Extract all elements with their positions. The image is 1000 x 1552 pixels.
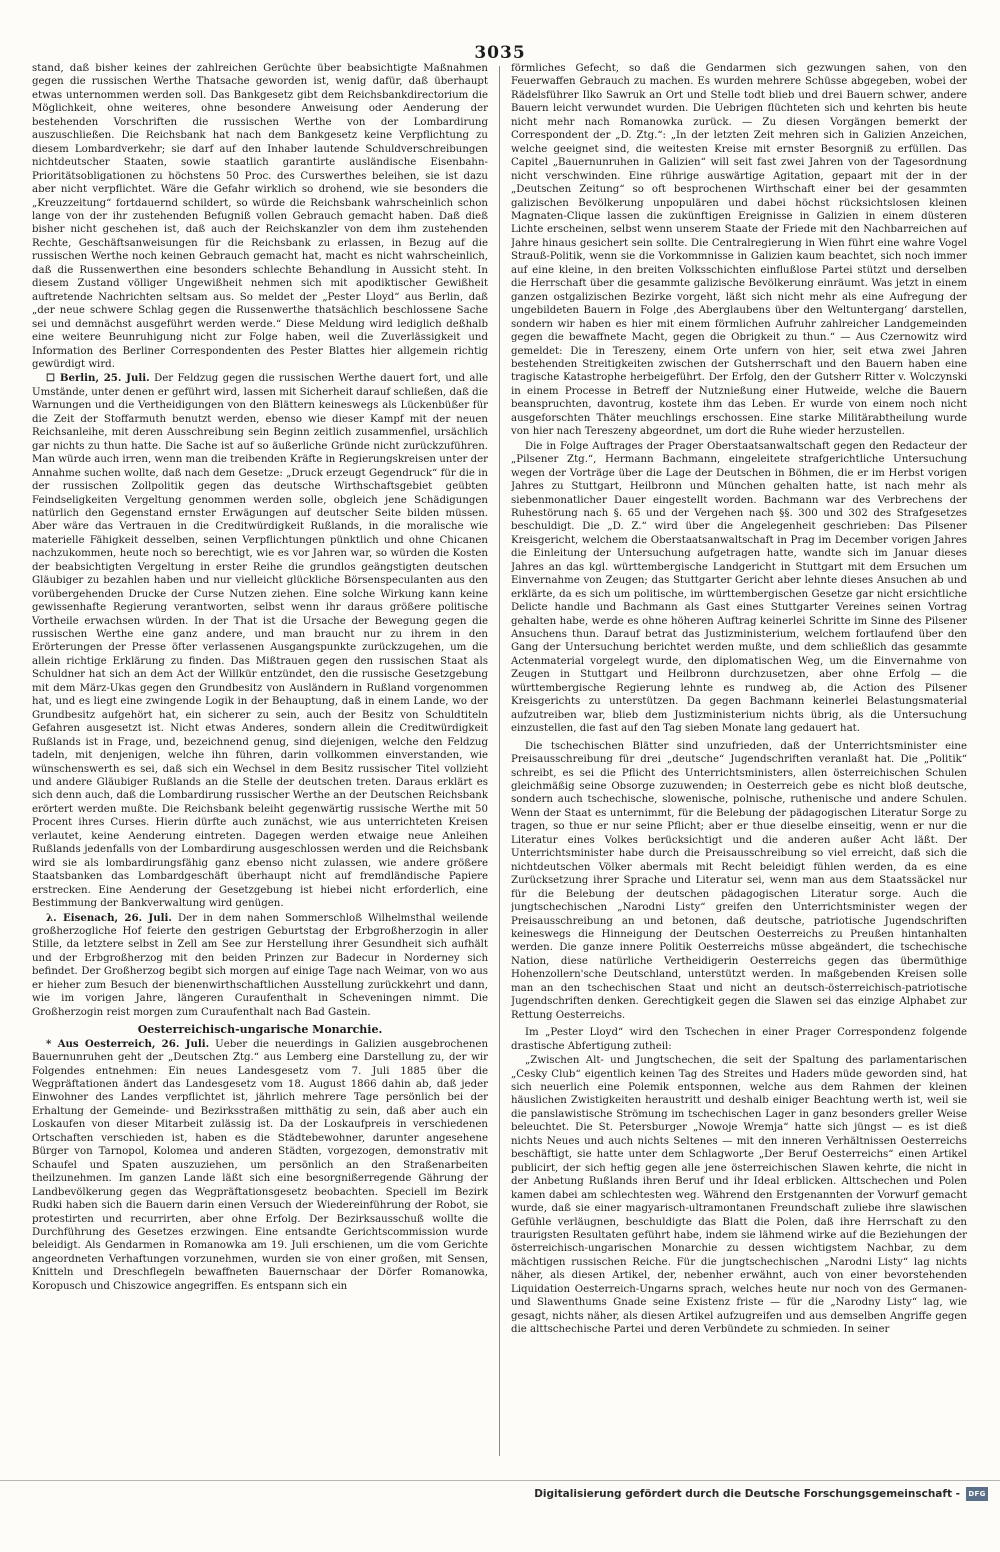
- digitization-footer: [534, 1485, 988, 1503]
- paragraph-text: Der in dem nahen Sommerschloß Wilhelmsthal weilende großherzogliche Hof feierte den gestrigen Geburtstag der Erbgroßherzogin in aller Stille, da letztere selbst in Zell am See zur Herstellung ihrer Gesundheit sich aufhält und der Erbgroßherzog mit den beiden Prinzen zur Badecur in Norderney sich befindet. Der Großherzog begibt sich morgen auf einige Tage nach Weimar, von wo aus er hieher zum Besuch der bienenwirthschaftlichen Ausstellung zurückkehrt und dann, wie im vorigen Jahre, längeren Curaufenthalt in Scheveningen nimmt. Die Großherzogin reist morgen zum Curaufenthalt nach Bad Gastein.: [32, 912, 488, 1018]
- dfg-logo: DFG: [966, 1487, 988, 1501]
- left-column: [32, 62, 488, 1458]
- page-number: 3035: [474, 43, 526, 63]
- article-paragraph: [511, 1054, 967, 1337]
- article-paragraph: [511, 1026, 967, 1053]
- section-heading: Oesterreichisch-ungarische Monarchie.: [137, 1023, 383, 1037]
- paragraph-text: Der Feldzug gegen die russischen Werthe dauert fort, und alle Umstände, unter denen er geführt wird, lassen mit Sicherheit darauf schließen, daß die Warnungen und die Vertheidigungen von den Blättern keineswegs als Lückenbüßer für die Zeit der Stoffarmuth benutzt werden, ebenso wie dieser Kampf mit der neuen Reichsanleihe, mit deren Ausschreibung sein Beginn zeitlich zusammenfiel, ursächlich gar nichts zu thun hatte. Die Sache ist auf so äußerliche Gründe nicht zurückzuführen. Man würde auch irren, wenn man die treibenden Kräfte in Regierungskreisen unter der Annahme suchen wollte, daß nach dem Gesetze: „Druck erzeugt Gegendruck“ für die in der russischen Zollpolitik gegen das deutsche Wirthschaftsgebiet geübten Feindseligkeiten Vergeltung genommen werden solle, obgleich jene Schädigungen natürlich den Gegenstand ernster Erwägungen auf deutscher Seite bilden müssen. Aber wäre das Vertrauen in die Creditwürdigkeit Rußlands, in die moralische wie materielle Fähigkeit desselben, seinen Verpflichtungen pünktlich und ohne Chicanen nachzukommen, heute noch so berechtigt, wie es vor Jahren war, so würden die Kosten der beabsichtigten Vergeltung in erster Reihe die grundlos geängstigten deutschen Gläubiger zu bezahlen haben und nur vielleicht glückliche Börsenspeculanten aus den vorübergehenden Drucke der Curse Nutzen ziehen. Eine solche Wirkung kann keine gewissenhafte Regierung verantworten, selbst wenn ihr daraus größere politische Vortheile erwachsen würden. In der That ist die Ursache der Bewegung gegen die russischen Werthe eine ganz andere, und man braucht nur zu ihrem in den Erörterungen der Presse öfter verlassenen Ausgangspunkte zurückzugehen, um die allein richtige Erklärung zu finden. Das Mißtrauen gegen den russischen Staat als Schuldner hat sich an dem Act der Willkür entzündet, den die russische Gesetzgebung mit dem März-Ukas gegen den Grundbesitz von Ausländern in Rußland vorgenommen hat, und es liegt eine zwingende Logik in der Behauptung, daß in einem Lande, wo der Grundbesitz aufgehört hat, ein sicherer zu sein, auch der Besitz von Schuldtiteln Gefahren ausgesetzt ist. Nicht etwas Anderes, sondern allein die Creditwürdigkeit Rußlands ist in Frage, und, bezeichnend genug, sind diejenigen, welche den Feldzug tadeln, mit denjenigen, welche ihn führen, darin vollkommen einverstanden, wie wünschenswerth es sei, daß sich ein Wechsel in dem Besitz russischer Titel vollzieht und andere Gläubiger Rußlands an die Stelle der deutschen treten. Daraus erklärt es sich denn auch, daß die Lombardirung russischer Werthe an der Deutschen Reichsbank erörtert werden mußte. Die Reichsbank beleiht gegenwärtig russische Werthe mit 50 Procent ihres Curses. Hierin dürfte auch zunächst, wie aus unterrichteten Kreisen verlautet, keine Aenderung eintreten. Dagegen werden etwaige neue Anleihen Rußlands jedenfalls von der Lombardirung ausgeschlossen werden und die Reichsbank wird sie als lombardirungsfähig ganz ebenso nicht zulassen, wie andere größere Staatsbanken das Lombardgeschäft überhaupt nicht auf fremdländische Papiere erstrecken. Eine Aenderung der Gesetzgebung ist hiebei nicht erforderlich, eine Bestimmung der Bankverwaltung wird genügen.: [32, 373, 488, 910]
- footer-credit-text: Digitalisierung gefördert durch die Deutsche Forschungsgemeinschaft -: [534, 1488, 960, 1500]
- paragraph-text: „Zwischen Alt- und Jungtschechen, die seit der Spaltung des parlamentarischen „Cesky Club“ eigentlich keinen Tag des Streites und Haders müde geworden sind, hat sich neuerlich eine Polemik entsponnen, welche aus dem Rahmen der kleinen häuslichen Zwistigkeiten heraustritt und deshalb einiger Beachtung werth ist, weil sie die panslawistische Strömung im tschechischen Lager in ganz besonders greller Weise beleuchtet. Die St. Petersburger „Nowoje Wremja“ hatte sich jüngst — es ist dieß nichts Neues und auch nichts Seltenes — mit den inneren Verhältnissen Oesterreichs beschäftigt, sie hatte unter dem Schlagworte „Der Beruf Oesterreichs“ einen Artikel publicirt, der sich heftig gegen alle jene österreichischen Slawen kehrte, die nicht in der Anbetung Rußlands ihren Beruf und ihr Ideal erblicken. Alttschechen und Polen kamen dabei am schlechtesten weg. Während den Erstgenannten der Vorwurf gemacht wurde, daß sie einer magyarisch-ultramontanen Freundschaft zuliebe ihre slawischen Gefühle verläugnen, beschuldigte das Blatt die Polen, daß ihre Herrschaft zu den traurigsten Resultaten geführt habe, indem sie lähmend wirke auf die Beziehungen der österreichisch-ungarischen Monarchie zu dessen wichtigstem Nachbar, zu dem mächtigen russischen Reiche. Für die jungtschechischen „Narodni Listy“ lag nichts näher, als diesen Artikel, der, nebenher erwähnt, auch von einer bevorstehenden Liquidation Oesterreich-Ungarns sprach, welches heute nur noch von des Germanen- und Slawenthums Gnade seine Existenz friste — für die „Narodny Listy“ lag, wie gesagt, nichts näher, als diesen Artikel aufzugreifen und aus demselben Angriffe gegen die alttschechische Partei und deren Verbündete zu schmieden. In seiner: [511, 1055, 967, 1336]
- article-paragraph: [32, 372, 488, 910]
- dateline: λ. Eisenach, 26. Juli.: [46, 911, 172, 924]
- right-column: [511, 62, 967, 1458]
- paragraph-text: förmliches Gefecht, so daß die Gendarmen sich gezwungen sahen, von den Feuerwaffen Gebrauch zu machen. Es wurden mehrere Schüsse abgegeben, wobei der Rädelsführer Ilko Sawruk an Ort und Stelle todt blieb und drei Bauern schwer, andere Bauern leicht verwundet wurden. Die Uebrigen flüchteten sich und kehrten bis heute nicht mehr nach Romanowka zurück. — Zu diesen Vorgängen bemerkt der Correspondent der „D. Ztg.“: „In der letzten Zeit mehren sich in Galizien Anzeichen, welche geeignet sind, die weitesten Kreise mit ernster Besorgniß zu erfüllen. Das Capitel „Bauernunruhen in Galizien“ will seit fast zwei Jahren von der Tagesordnung nicht verschwinden. Eine rührige auswärtige Agitation, gepaart mit der in der „Deutschen Zeitung“ so oft besprochenen Wirthschaft einer bei der gesammten galizischen Bevölkerung unpopulären und dabei höchst rücksichtslosen kleinen Magnaten-Clique lassen die zukünftigen Ereignisse in Galizien in einem düsteren Lichte erscheinen, selbst wenn unserem Staate der Friede mit den Nachbarreichen auf Jahre hinaus gesichert sein sollte. Die Centralregierung in Wien führt eine wahre Vogel Strauß-Politik, wenn sie die Vorkommnisse in Galizien kaum beachtet, sich noch immer auf eine kleine, in den breiten Volksschichten einflußlose Partei stützt und derselben die Herrschaft über die gesammte galizische Bevölkerung einräumt. Was jetzt in einem ganzen ostgalizischen Bezirke vorgeht, läßt sich nicht mehr als eine Aufregung der ungebildeten Bauern in Folge ‚des Aberglaubens über den Weltuntergang‘ darstellen, sondern wir haben es hier mit einem förmlichen Aufruhr zahlreicher Landgemeinden gegen die bewaffnete Macht, gegen die Obrigkeit zu thun.“ — Aus Czernowitz wird gemeldet: Die in Tereszeny, einem Orte unfern von hier, seit etwa zwei Jahren bestehenden Streitigkeiten zwischen der Gutsherrschaft und den Bauern haben eine tragische Katastrophe herbeigeführt. Der Erfolg, den der Gutsherr Ritter v. Wolczynski in einem Processe in Betreff der Nutznießung einer Hutweide, welche die Bauern beanspruchten, davontrug, kostete ihm das Leben. Er wurde von einem noch nicht ausgeforschten Thäter meuchlings erschossen. Eine starke Militärabtheilung wurde von hier nach Tereszeny abgeordnet, um dort die Ruhe wieder herzustellen.: [511, 63, 967, 438]
- article-paragraph: [511, 740, 967, 1023]
- paragraph-text: Ueber die neuerdings in Galizien ausgebrochenen Bauernunruhen geht der „Deutschen Ztg.“ aus Lemberg eine Darstellung zu, der wir Folgendes entnehmen: Ein neues Landesgesetz vom 7. Juli 1885 über die Wegpräftationen ändert das Landesgesetz vom 18. August 1866 dahin ab, daß jeder Einwohner des Landes verpflichtet ist, jährlich mehrere Tage persönlich bei der Erhaltung der Gemeinde- und Bezirksstraßen mitthätig zu sein, daß aber auch ein Loskaufen von dieser Mitarbeit zulässig ist. Da der Loskaufpreis in verschiedenen Ortschaften verschieden ist, haben es die Städtebewohner, darunter angesehene Bürger von Tarnopol, Kolomea und anderen Städten, vorgezogen, demonstrativ mit Schaufel und Spaten auszuziehen, um persönlich an den Straßenarbeiten theilzunehmen. Im ganzen Lande läßt sich eine besorgnißerregende Gährung der Landbevölkerung gegen das Wegpräftationsgesetz beobachten. Speciell im Bezirk Rudki haben sich die Bauern darin einen Versuch der Wiedereinführung der Robot, sie protestirten und recurrirten, aber ohne Erfolg. Der Bezirksausschuß wollte die Durchführung des Gesetzes erzwingen. Eine entsandte Gerichtscommission wurde beleidigt. Als Gendarmen in Romanowka am 19. Juli erschienen, um die vom Gerichte angeordneten Verhaftungen vorzunehmen, wurden sie von einer großen, mit Sensen, Knitteln und Dreschflegeln bewaffneten Bauernschaar der Dörfer Romanowka, Koropusch und Chiszowice angegriffen. Es entspann sich ein: [32, 1038, 488, 1292]
- article-paragraph: [511, 62, 967, 439]
- dateline: * Aus Oesterreich, 26. Juli.: [46, 1037, 210, 1050]
- paragraph-text: Die in Folge Auftrages der Prager Oberstaatsanwaltschaft gegen den Redacteur der „Pilsener Ztg.“, Hermann Bachmann, eingeleitete strafgerichtliche Untersuchung wegen der Vorträge über die Lage der Deutschen in Böhmen, die er im Herbst vorigen Jahres zu Stuttgart, Heilbronn und München gehalten hatte, ist nach mehr als siebenmonatlicher Dauer eingestellt worden. Bachmann war des Verbrechens der Ruhestörung nach §. 65 und der Vergehen nach §§. 300 und 302 des Strafgesetzes beschuldigt. Die „D. Z.“ wird über die Angelegenheit geschrieben: Das Pilsener Kreisgericht, welchem die Oberstaatsanwaltschaft in Prag im December vorigen Jahres die Einleitung der Untersuchung aufgetragen hatte, wandte sich im Januar dieses Jahres an das kgl. württembergische Landgericht in Stuttgart mit dem Ersuchen um Einvernahme von Zeugen; das Stuttgarter Gericht aber lehnte dieses Ansuchen ab und erklärte, da es sich um politische, im württembergischen Gesetze gar nicht ersichtliche Delicte handle und Bachmann als Gast eines Stuttgarter Vereines seinen Vortrag gehalten habe, werde es ohne höheren Auftrag keinerlei Schritte im Sinne des Pilsener Ansuchens thun. Darauf betrat das Justizministerium, welchem fortlaufend über den Gang der Untersuchung berichtet werden mußte, und dem schließlich das gesammte Actenmaterial vorgelegt wurde, den diplomatischen Weg, um die Einvernahme von Zeugen in Stuttgart und Heilbronn durchzusetzen, aber ohne Erfolg — die württembergische Regierung lehnte es rundweg ab, die Action des Pilsener Kreisgerichts zu unterstützen. Da gegen Bachmann keinerlei Belastungsmaterial aufzutreiben war, blieb dem Justizministerium nichts übrig, als die Untersuchung einzustellen, die fast auf den Tag sieben Monate lang gedauert hat.: [511, 440, 967, 735]
- paragraph-text: Im „Pester Lloyd“ wird den Tschechen in einer Prager Correspondenz folgende drastische Abfertigung zutheil:: [511, 1027, 967, 1052]
- article-paragraph: [32, 62, 488, 371]
- dateline: ☐ Berlin, 25. Juli.: [46, 372, 150, 385]
- column-divider: [499, 66, 500, 1456]
- paragraph-text: stand, daß bisher keines der zahlreichen Gerüchte über beabsichtigte Maßnahmen gegen die russischen Werthe Thatsache geworden ist, wenig dafür, daß überhaupt etwas unternommen werden soll. Das Bankgesetz gibt dem Reichsbankdirectorium die Möglichkeit, ohne weiteres, ohne besondere Anweisung oder Aenderung der bestehenden Vorschriften die russischen Werthe von der Lombardirung auszuschließen. Die Reichsbank hat nach dem Bankgesetz keine Verpflichtung zu diesem Lombardverkehr; sie darf auf den Inhaber lautende Schuldverschreibungen nichtdeutscher Staaten, sowie staatlich garantirte ausländische Eisenbahn-Prioritätsobligationen zu höchstens 50 Proc. des Curswerthes beleihen, sie ist dazu aber nicht verpflichtet. Wäre die Gefahr wirklich so drohend, wie sie besonders die „Kreuzzeitung“ fortdauernd schildert, so würde die Reichsbank wahrscheinlich schon lange von der ihr zustehenden Befugniß vollen Gebrauch gemacht haben. Daß dieß bisher nicht geschehen ist, daß auch der Reichskanzler von dem ihm zustehenden Rechte, Geschäftsanweisungen für die Reichsbank zu erlassen, in Bezug auf die russischen Werthe noch keinen Gebrauch gemacht hat, macht es nicht wahrscheinlich, daß die Russenwerthen eine besonders schlechte Behandlung in Aussicht steht. In diesem Zustand völliger Ungewißheit nehmen sich mit apodiktischer Gewißheit auftretende Nachrichten seltsam aus. So meldet der „Pester Lloyd“ aus Berlin, daß „der neue schwere Schlag gegen die Russenwerthe thatsächlich beschlossene Sache sei und demnächst ausgeführt werden werde.“ Diese Meldung wird lediglich deßhalb eine weitere Beunruhigung nicht zur Folge haben, weil die Zuverlässigkeit und Information des Berliner Correspondenten des Pester Blattes hier allgemein richtig gewürdigt wird.: [32, 63, 488, 370]
- article-paragraph: [511, 440, 967, 736]
- paragraph-text: Die tschechischen Blätter sind unzufrieden, daß der Unterrichtsminister eine Preisausschreibung für drei „deutsche“ Jugendschriften veranlaßt hat. Die „Politik“ schreibt, es sei die Pflicht des Unterrichtsministers, allen österreichischen Schulen gleichmäßig seine Obsorge zuzuwenden; in Oesterreich gebe es nicht bloß deutsche, sondern auch tschechische, slowenische, polnische, ruthenische und andere Schulen. Wenn der Staat es unternimmt, für die Belebung der pädagogischen Literatur Sorge zu tragen, so thue er nur seine Pflicht; aber er thue dieselbe einseitig, wenn er nur die Literatur eines Volkes berücksichtigt und die anderen außer Acht läßt. Der Unterrichtsminister habe durch die Preisausschreibung so viel erreicht, daß sich die nichtdeutschen Völker abermals mit Recht beleidigt fühlen werden, da es eine Zurücksetzung ihrer Sprache und Literatur sei, wenn man aus dem Staatssäckel nur für die Belebung der deutschen pädagogischen Literatur sorge. Auch die jungtschechischen „Narodni Listy“ greifen den Unterrichtsminister wegen der Preisausschreibung an und betonen, daß deutsche, patriotische Jugendschriften keineswegs die Hinneigung der Deutschen Oesterreichs zu Preußen hintanhalten werden. Die ganze innere Politik Oesterreichs müsse abgeändert, die tschechische Nation, diese natürliche Vertheidigerin Oesterreichs gegen das übermüthige Hohenzollern'sche Deutschland, unterstützt werden. In maßgebenden Kreisen solle man an den tschechischen Staat und nicht an deutsch-österreichisch-patriotische Jugendschriften denken. Gerechtigkeit gegen die Slawen sei das einzige Alphabet zur Rettung Oesterreichs.: [511, 740, 967, 1021]
- footer-divider: [0, 1480, 1000, 1481]
- article-paragraph: [32, 912, 488, 1020]
- article-paragraph: [32, 1038, 488, 1294]
